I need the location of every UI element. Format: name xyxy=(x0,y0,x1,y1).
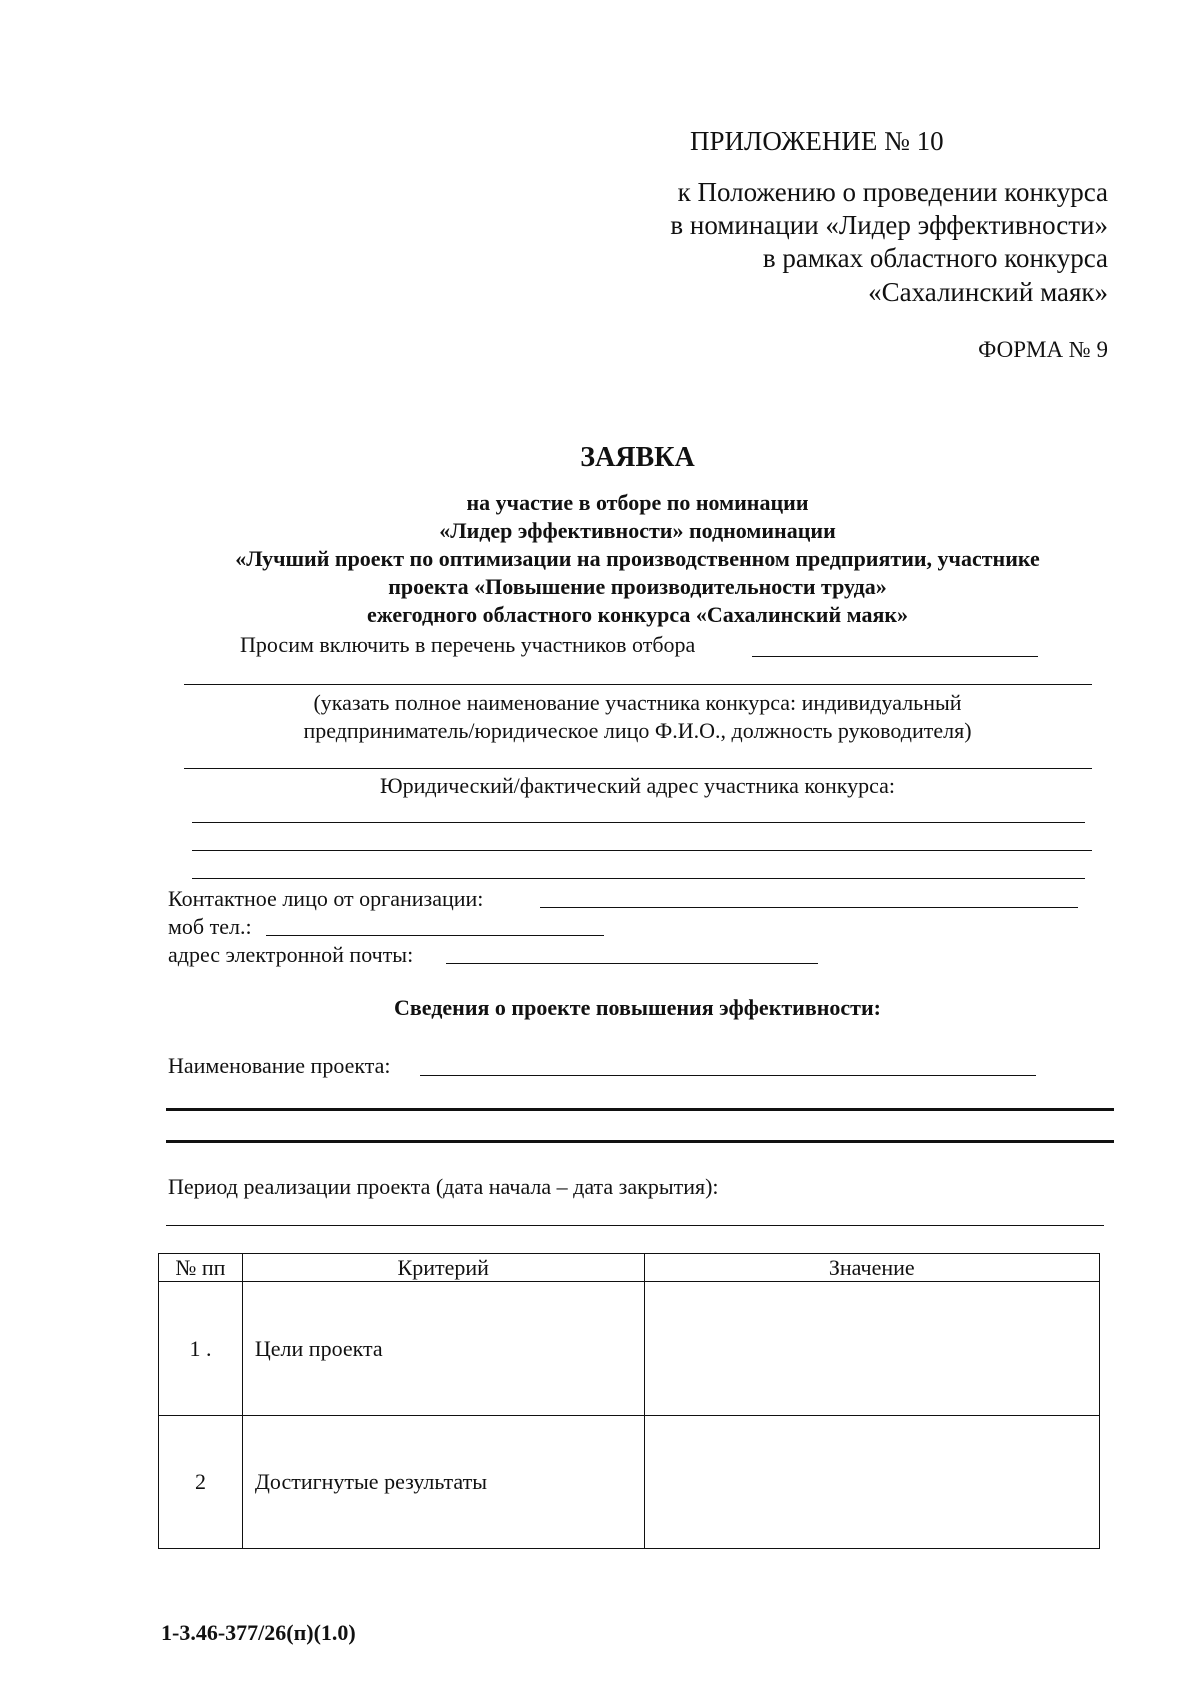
appendix-line-3: в рамках областного конкурса xyxy=(762,243,1108,273)
project-period-label: Период реализации проекта (дата начала – дата закрытия): xyxy=(168,1174,719,1199)
table-header-row xyxy=(159,1254,1100,1282)
phone-field[interactable] xyxy=(266,935,604,936)
participant-extra-field[interactable] xyxy=(184,768,1092,769)
email-field[interactable] xyxy=(446,963,818,964)
page-title: ЗАЯВКА xyxy=(580,442,695,473)
row-value-cell[interactable] xyxy=(644,1416,1099,1549)
appendix-line-1: к Положению о проведении конкурса xyxy=(677,177,1108,207)
subtitle-line-4: проекта «Повышение производительности труда» xyxy=(388,574,887,599)
table-row xyxy=(159,1282,1100,1416)
column-header-criterion: Критерий xyxy=(242,1254,644,1282)
request-text: Просим включить в перечень участников отбора xyxy=(240,632,696,657)
phone-label: моб тел.: xyxy=(168,914,252,939)
participant-name-field[interactable] xyxy=(752,656,1038,657)
subtitle-line-2: «Лидер эффективности» подноминации xyxy=(439,518,836,543)
project-name-field-line-3[interactable] xyxy=(166,1140,1114,1143)
column-header-number: № пп xyxy=(159,1254,243,1282)
appendix-title: ПРИЛОЖЕНИЕ № 10 xyxy=(690,126,944,156)
contact-person-label: Контактное лицо от организации: xyxy=(168,886,484,911)
contact-person-field[interactable] xyxy=(540,907,1078,908)
row-value-cell[interactable] xyxy=(644,1282,1099,1416)
row-criterion: Цели проекта xyxy=(242,1282,644,1416)
column-header-value: Значение xyxy=(644,1254,1099,1282)
project-name-field[interactable] xyxy=(420,1075,1036,1076)
project-period-field[interactable] xyxy=(166,1225,1104,1226)
subtitle-line-1: на участие в отборе по номинации xyxy=(466,490,809,515)
participant-name-field-line-2[interactable] xyxy=(184,684,1092,685)
subtitle-line-5: ежегодного областного конкурса «Сахалинский маяк» xyxy=(366,602,909,627)
project-name-label: Наименование проекта: xyxy=(168,1053,391,1078)
row-number: 1 . xyxy=(159,1282,243,1416)
appendix-line-4: «Сахалинский маяк» xyxy=(868,277,1108,307)
project-name-field-line-2[interactable] xyxy=(166,1108,1114,1111)
appendix-line-2: в номинации «Лидер эффективности» xyxy=(670,210,1108,240)
row-criterion: Достигнутые результаты xyxy=(242,1416,644,1549)
email-label: адрес электронной почты: xyxy=(168,942,414,967)
form-label: ФОРМА № 9 xyxy=(978,337,1108,362)
participant-hint-line-1: (указать полное наименование участника конкурса: индивидуальный xyxy=(313,690,962,715)
row-number: 2 xyxy=(159,1416,243,1549)
project-section-title: Сведения о проекте повышения эффективности: xyxy=(394,995,881,1020)
address-field-line-1[interactable] xyxy=(192,822,1085,823)
table-row xyxy=(159,1416,1100,1549)
subtitle-line-3: «Лучший проект по оптимизации на производственном предприятии, участнике xyxy=(235,546,1040,571)
document-code: 1-3.46-377/26(п)(1.0) xyxy=(161,1620,356,1645)
address-field-line-3[interactable] xyxy=(192,878,1085,879)
criteria-table xyxy=(158,1253,1100,1549)
address-field-line-2[interactable] xyxy=(192,850,1092,851)
address-label: Юридический/фактический адрес участника конкурса: xyxy=(379,773,896,798)
participant-hint-line-2: предприниматель/юридическое лицо Ф.И.О., должность руководителя) xyxy=(303,718,972,743)
